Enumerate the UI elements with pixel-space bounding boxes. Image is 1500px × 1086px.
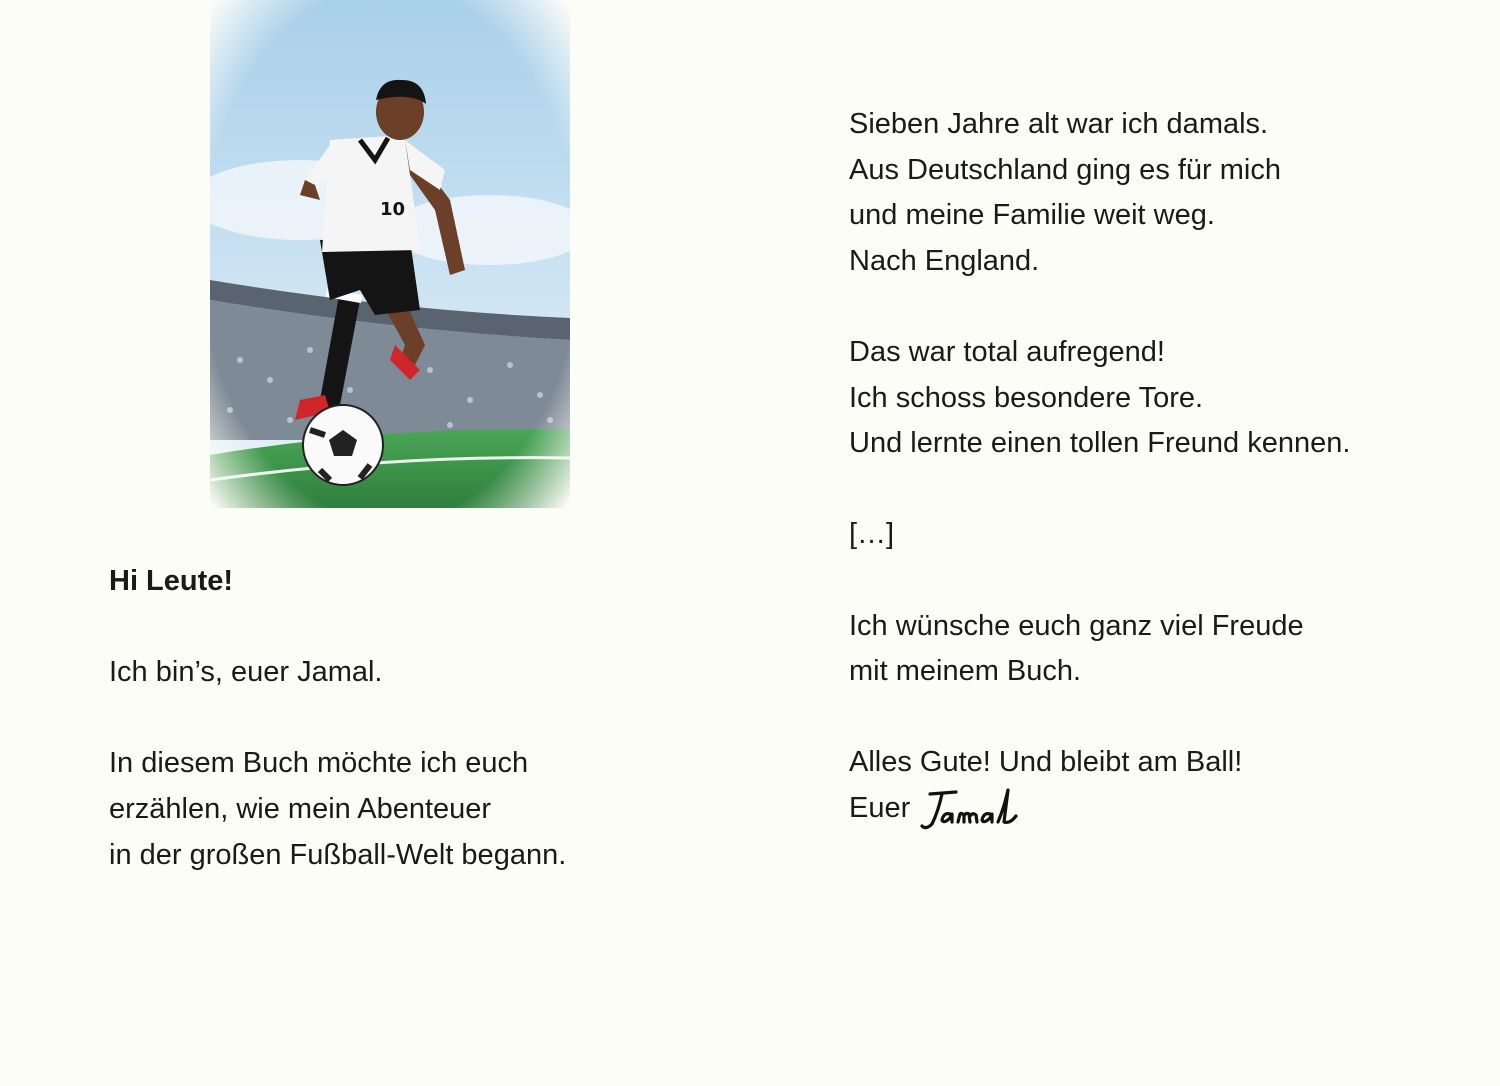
sign-prefix: Euer <box>849 791 911 824</box>
soccer-player-illustration <box>210 0 570 508</box>
paragraph-line: mit meinem Buch. <box>849 655 1082 688</box>
blank-line <box>109 605 566 651</box>
paragraph-line: Nach England. <box>849 244 1040 277</box>
paragraph-line: erzählen, wie mein Abenteuer <box>109 792 492 825</box>
blank-line <box>849 467 1350 513</box>
greeting: Hi Leute! <box>109 565 234 597</box>
blank-line <box>109 696 566 742</box>
paragraph-line: Ich wünsche euch ganz viel Freude <box>849 609 1304 642</box>
paragraph-line: und meine Familie weit weg. <box>849 199 1215 232</box>
paragraph-line: Sieben Jahre alt war ich damals. <box>849 108 1269 140</box>
paragraph-line: in der großen Fußball-Welt begann. <box>109 838 567 871</box>
signature-line <box>849 786 1350 832</box>
intro-line: Ich bin’s, euer Jamal. <box>109 656 383 689</box>
right-page-text <box>849 102 1350 832</box>
ellipsis: […] <box>849 518 895 551</box>
blank-line <box>849 284 1350 330</box>
blank-line <box>849 695 1350 741</box>
paragraph-line: In diesem Buch möchte ich euch <box>109 747 529 780</box>
left-page-text <box>109 559 566 878</box>
blank-line <box>849 558 1350 604</box>
closing-line: Alles Gute! Und bleibt am Ball! <box>849 746 1243 779</box>
paragraph-line: Und lernte einen tollen Freund kennen. <box>849 427 1351 460</box>
paragraph-line: Ich schoss besondere Tore. <box>849 381 1204 414</box>
handwritten-signature <box>916 784 1031 836</box>
paragraph-line: Das war total aufregend! <box>849 335 1165 368</box>
paragraph-line: Aus Deutschland ging es für mich <box>849 153 1281 186</box>
